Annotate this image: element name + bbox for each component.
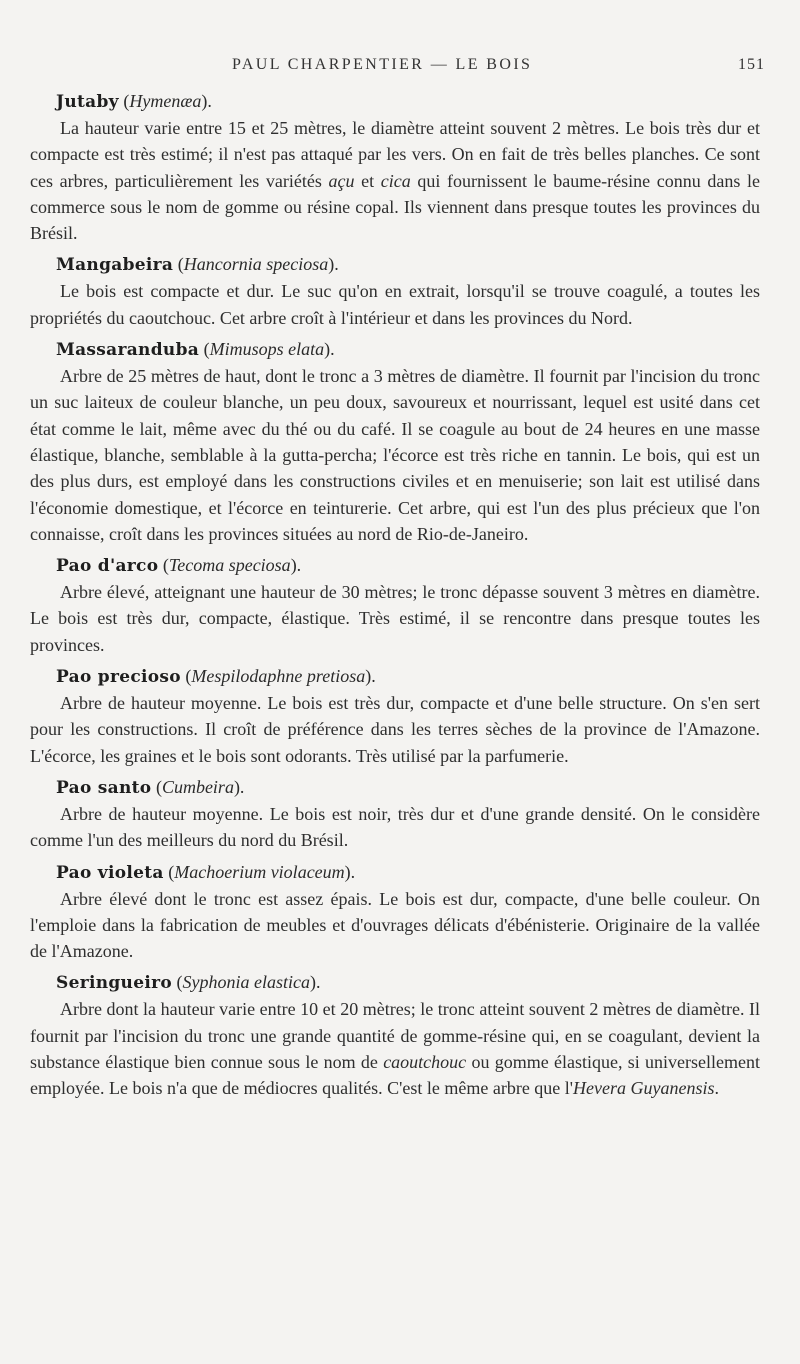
entry-jutaby xyxy=(30,87,760,246)
entry-heading xyxy=(30,87,760,115)
entry-term: Pao violeta xyxy=(56,862,164,883)
text-run: Arbre dont la hauteur varie entre 10 et 20 mètres; le tronc atteint souvent 2 mètres de diamètre. Il fournit par l'incision du tronc une grande quantité de gomme-résine qui, en se coagulant, devient la substance élastique bien connue sous le nom de xyxy=(30,999,760,1073)
entry-term: Pao santo xyxy=(56,777,152,798)
entry-pao-precioso xyxy=(30,662,760,769)
entry-latin-name: Hancornia speciosa xyxy=(183,254,329,275)
entry-seringueiro xyxy=(30,968,760,1101)
entry-heading xyxy=(30,250,760,278)
entry-text: Arbre élevé, atteignant une hauteur de 30 mètres; le tronc dépasse souvent 3 mètres en diamètre. Le bois est très dur, compacte, élastique. Très estimé, il se rencontre dans presque toutes les provinces. xyxy=(30,582,760,655)
paren-open: ( xyxy=(203,339,210,360)
entry-pao-violeta xyxy=(30,858,760,965)
running-head xyxy=(0,56,800,78)
entry-heading xyxy=(30,858,760,886)
paren-close: ). xyxy=(324,339,335,360)
entry-text: Arbre de hauteur moyenne. Le bois est très dur, compacte et d'une belle structure. On s'en sert pour les constructions. Il croît de préférence dans les terres sèches de la province de l'Amazone. L'écorce, les graines et le bois sont odorants. Très utilisé par la parfumerie. xyxy=(30,693,760,766)
text-run: . xyxy=(714,1078,720,1099)
paren-close: ). xyxy=(344,861,356,882)
entry-heading xyxy=(30,773,760,801)
paren-close: ). xyxy=(233,776,245,797)
running-title: PAUL CHARPENTIER — LE BOIS xyxy=(232,56,533,73)
paren-close: ). xyxy=(201,91,212,111)
entry-heading xyxy=(30,968,760,996)
entry-term: Jutaby xyxy=(56,92,119,112)
italic-term: caoutchouc xyxy=(383,1052,467,1073)
paren-open: ( xyxy=(155,776,162,797)
paren-open: ( xyxy=(177,254,184,275)
entry-term: Massaranduba xyxy=(56,340,200,361)
entry-mangabeira xyxy=(30,250,760,331)
entry-text xyxy=(30,996,760,1101)
paren-close: ). xyxy=(290,555,302,576)
italic-term: Hevera Guyanensis xyxy=(573,1078,715,1099)
entry-massaranduba xyxy=(30,335,760,547)
entry-latin-name: Hymenæa xyxy=(129,91,202,111)
paren-close: ). xyxy=(309,972,321,993)
paren-open: ( xyxy=(176,972,183,993)
paren-open: ( xyxy=(123,91,130,111)
entry-latin-name: Cumbeira xyxy=(161,776,234,797)
page-body xyxy=(30,87,760,1102)
text-run: La hauteur varie entre 15 et 25 mètres, le diamètre atteint souvent 2 mètres. Le bois très dur et compacte est très estimé; il n'est pas attaqué par les vers. On en fait de très belles planches. Ce sont ces arbres, particulièrement les variétés xyxy=(30,118,760,191)
entry-term: Pao precioso xyxy=(56,667,181,688)
entry-heading xyxy=(30,551,760,579)
paren-open: ( xyxy=(185,666,192,687)
italic-term: cica xyxy=(380,170,411,191)
paren-open: ( xyxy=(168,861,175,882)
paren-close: ). xyxy=(365,666,376,687)
entry-text: Arbre de 25 mètres de haut, dont le tronc a 3 mètres de diamètre. Il fournit par l'incision du tronc un suc laiteux de couleur blanche, un peu doux, savoureux et nourrissant, lequel est usité dans cet état comme le lait, même avec du thé ou du café. Il se coagule au bout de 24 heures en une masse élastique, blanche, semblable à la gutta-percha; l'écorce est très riche en tannin. Le bois, qui est un des plus durs, est employé dans les constructions civiles et en menuiserie; son lait est utilisé dans l'économie domestique, et l'écorce en teinturerie. Cet arbre, qui est l'un des plus précieux que l'on connaisse, croît dans les provinces situées au nord de Rio-de-Janeiro. xyxy=(30,366,760,544)
entry-latin-name: Tecoma speciosa xyxy=(168,555,291,576)
entry-latin-name: Mespilodaphne pretiosa xyxy=(191,666,366,687)
paren-close: ). xyxy=(328,254,339,275)
entry-text xyxy=(30,115,760,246)
entry-text: Arbre élevé dont le tronc est assez épais. Le bois est dur, compacte, d'une belle couleur. On l'emploie dans la fabrication de meubles et d'ouvrages délicats d'ébénisterie. Originaire de la vallée de l'Amazone. xyxy=(30,888,760,962)
text-run: et xyxy=(354,170,381,191)
entry-heading xyxy=(30,335,760,363)
entry-term: Seringueiro xyxy=(56,973,172,994)
entry-term: Pao d'arco xyxy=(56,556,159,577)
entry-latin-name: Mimusops elata xyxy=(209,339,325,360)
entry-latin-name: Machoerium violaceum xyxy=(174,861,345,882)
paren-open: ( xyxy=(162,555,169,576)
page-number: 151 xyxy=(738,56,765,73)
text-run: ou gomme élastique, si universellement employée. Le bois n'a que de médiocres qualités. C'est le même arbre que l' xyxy=(30,1052,761,1099)
entry-pao-santo xyxy=(30,773,760,854)
entry-text: Arbre de hauteur moyenne. Le bois est noir, très dur et d'une grande densité. On le considère comme l'un des meilleurs du nord du Brésil. xyxy=(30,803,760,851)
text-run: qui fournissent le baume-résine connu dans le commerce sous le nom de gomme ou résine copal. Ils viennent dans presque toutes les provinces du Brésil. xyxy=(30,170,760,244)
italic-term: açu xyxy=(328,170,355,191)
entry-latin-name: Syphonia elastica xyxy=(182,972,310,993)
entry-heading xyxy=(30,662,760,690)
entry-pao-darco xyxy=(30,551,760,658)
entry-term: Mangabeira xyxy=(56,255,174,276)
entry-text: Le bois est compacte et dur. Le suc qu'on en extrait, lorsqu'il se trouve coagulé, a toutes les propriétés du caoutchouc. Cet arbre croît à l'intérieur et dans les provinces du Nord. xyxy=(30,281,760,328)
